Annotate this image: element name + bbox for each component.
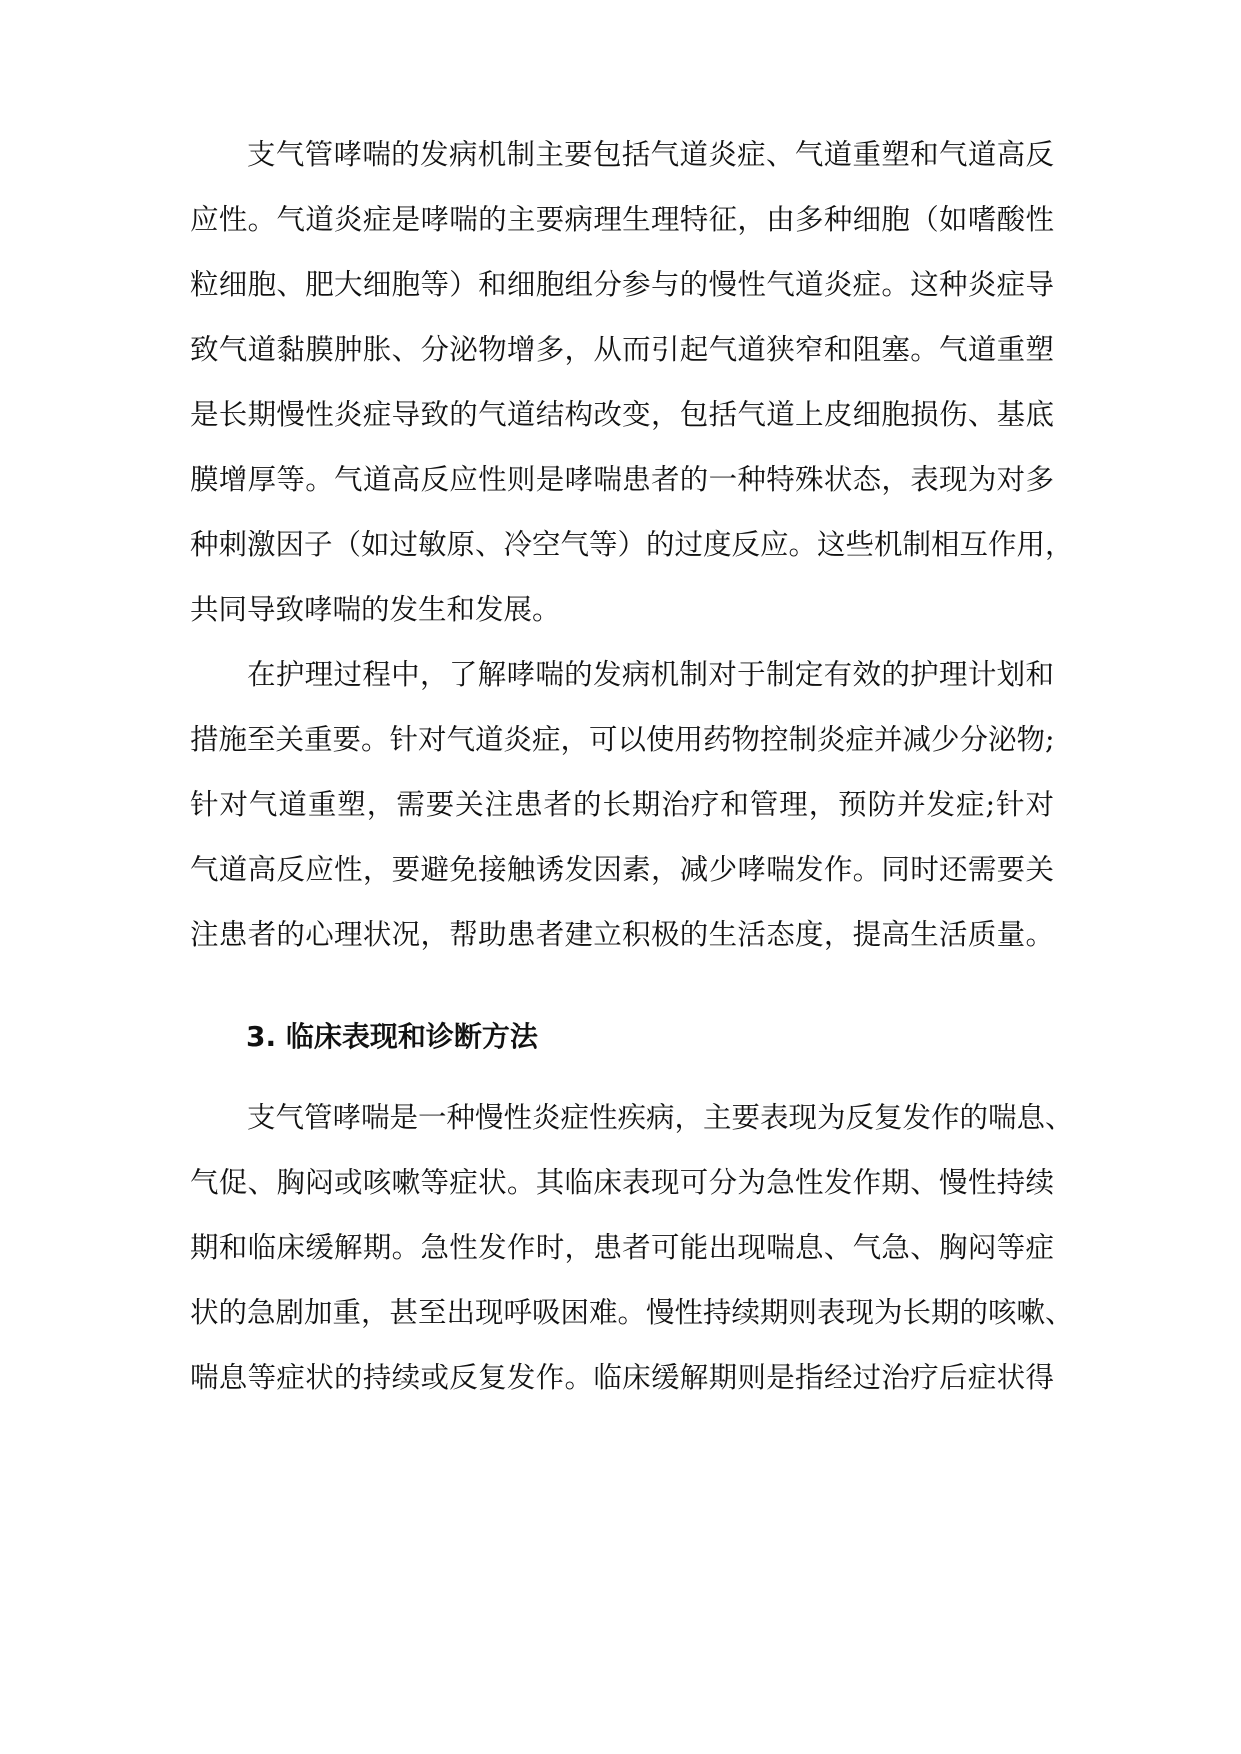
text-line: 膜增厚等。气道高反应性则是哮喘患者的一种特殊状态，表现为对多 [190, 463, 1054, 496]
text-line: 支气管哮喘的发病机制主要包括气道炎症、气道重塑和气道高反 [247, 138, 1054, 171]
text-line: 共同导致哮喘的发生和发展。 [190, 593, 561, 626]
text-line: 针对气道重塑，需要关注患者的长期治疗和管理，预防并发症;针对 [190, 788, 1054, 821]
text-line: 致气道黏膜肿胀、分泌物增多，从而引起气道狭窄和阻塞。气道重塑 [190, 333, 1054, 366]
text-line: 种刺激因子（如过敏原、冷空气等）的过度反应。这些机制相互作用， [190, 528, 1074, 561]
section-heading: 3. 临床表现和诊断方法 [246, 1020, 538, 1053]
text-line: 状的急剧加重，甚至出现呼吸困难。慢性持续期则表现为长期的咳嗽、 [190, 1296, 1074, 1329]
text-line: 措施至关重要。针对气道炎症，可以使用药物控制炎症并减少分泌物; [190, 723, 1055, 756]
text-line: 支气管哮喘是一种慢性炎症性疾病，主要表现为反复发作的喘息、 [247, 1101, 1074, 1134]
text-line: 期和临床缓解期。急性发作时，患者可能出现喘息、气急、胸闷等症 [190, 1231, 1054, 1264]
text-line: 粒细胞、肥大细胞等）和细胞组分参与的慢性气道炎症。这种炎症导 [190, 268, 1054, 301]
text-line: 应性。气道炎症是哮喘的主要病理生理特征，由多种细胞（如嗜酸性 [190, 203, 1054, 236]
text-line: 注患者的心理状况，帮助患者建立积极的生活态度，提高生活质量。 [190, 918, 1054, 951]
text-line: 气道高反应性，要避免接触诱发因素，减少哮喘发作。同时还需要关 [190, 853, 1054, 886]
text-line: 喘息等症状的持续或反复发作。临床缓解期则是指经过治疗后症状得 [190, 1361, 1054, 1394]
text-line: 是长期慢性炎症导致的气道结构改变，包括气道上皮细胞损伤、基底 [190, 398, 1054, 431]
text-line: 气促、胸闷或咳嗽等症状。其临床表现可分为急性发作期、慢性持续 [190, 1166, 1054, 1199]
text-line: 在护理过程中，了解哮喘的发病机制对于制定有效的护理计划和 [247, 658, 1054, 691]
